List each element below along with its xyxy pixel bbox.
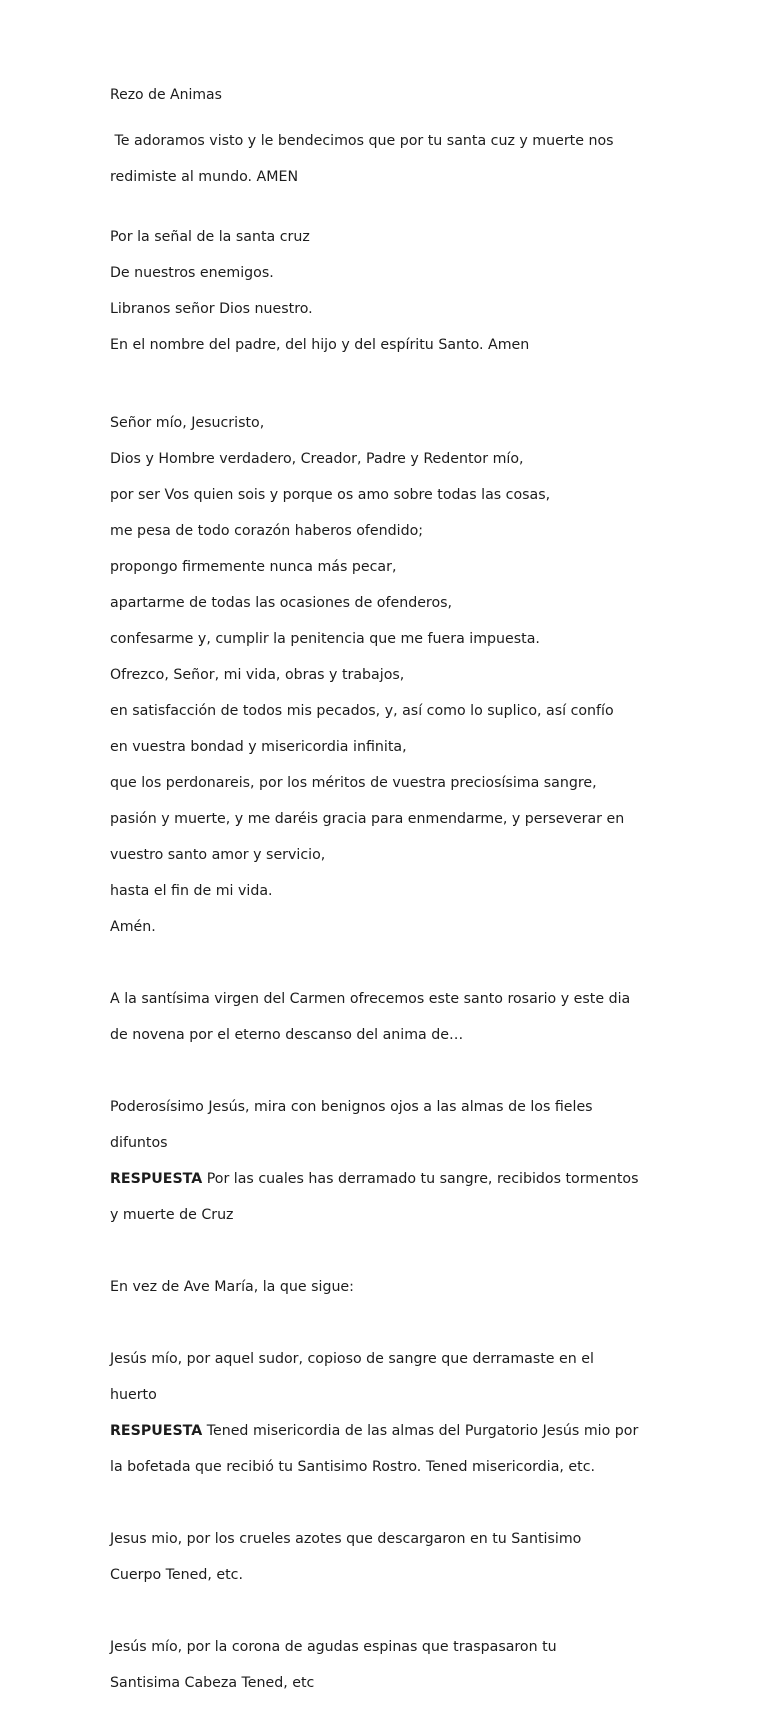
en-vez-paragraph — [110, 1260, 670, 1314]
acto-line: me pesa de todo corazón haberos ofendido; — [110, 523, 424, 539]
sudor-line: Jesús mío, por aquel sudor, copioso de sangre que derramaste en el — [110, 1351, 594, 1367]
acto-line: Dios y Hombre verdadero, Creador, Padre y Redentor mío, — [110, 451, 524, 467]
acto-line: confesarme y, cumplir la penitencia que me fuera impuesta. — [110, 631, 540, 647]
sudor-paragraph — [110, 1332, 670, 1494]
en-vez-line: En vez de Ave María, la que sigue: — [110, 1279, 354, 1295]
poderosisimo-paragraph — [110, 1080, 670, 1242]
document-page — [110, 86, 670, 1710]
acto-contricion-paragraph — [110, 396, 670, 954]
ofrecimiento-line: de novena por el eterno descanso del anima de… — [110, 1027, 464, 1043]
acto-line: que los perdonareis, por los méritos de vuestra preciosísima sangre, — [110, 775, 597, 791]
respuesta-label: RESPUESTA — [110, 1171, 203, 1187]
senal-paragraph — [110, 210, 670, 372]
poderosisimo-line: difuntos — [110, 1135, 168, 1151]
sudor-response-cont: la bofetada que recibió tu Santisimo Rostro. Tened misericordia, etc. — [110, 1459, 596, 1475]
document-title: Rezo de Animas — [110, 87, 222, 103]
corona-line: Jesús mío, por la corona de agudas espinas que traspasaron tu — [110, 1639, 557, 1655]
respuesta-text: Por las cuales has derramado tu sangre, recibidos tormentos — [202, 1171, 639, 1187]
opening-line: redimiste al mundo. AMEN — [110, 169, 299, 185]
respuesta-label: RESPUESTA — [110, 1423, 203, 1439]
acto-line: en vuestra bondad y misericordia infinita, — [110, 739, 407, 755]
opening-line: Te adoramos visto y le bendecimos que por tu santa cuz y muerte nos — [110, 133, 614, 149]
poderosisimo-line: Poderosísimo Jesús, mira con benignos ojos a las almas de los fieles — [110, 1099, 593, 1115]
poderosisimo-response-cont: y muerte de Cruz — [110, 1207, 234, 1223]
azotes-line: Jesus mio, por los crueles azotes que descargaron en tu Santisimo — [110, 1531, 582, 1547]
senal-line: De nuestros enemigos. — [110, 265, 274, 281]
acto-line: apartarme de todas las ocasiones de ofenderos, — [110, 595, 453, 611]
ofrecimiento-line: A la santísima virgen del Carmen ofrecemos este santo rosario y este dia — [110, 991, 631, 1007]
acto-line: hasta el fin de mi vida. — [110, 883, 273, 899]
acto-line: Señor mío, Jesucristo, — [110, 415, 265, 431]
azotes-line: Cuerpo Tened, etc. — [110, 1567, 243, 1583]
senal-line: En el nombre del padre, del hijo y del espíritu Santo. Amen — [110, 337, 530, 353]
acto-line: en satisfacción de todos mis pecados, y, así como lo suplico, así confío — [110, 703, 614, 719]
acto-line: vuestro santo amor y servicio, — [110, 847, 326, 863]
ofrecimiento-paragraph — [110, 972, 670, 1062]
opening-paragraph — [110, 114, 670, 204]
poderosisimo-response — [110, 1170, 670, 1188]
acto-line: pasión y muerte, y me daréis gracia para enmendarme, y perseverar en — [110, 811, 625, 827]
corona-line: Santisima Cabeza Tened, etc — [110, 1675, 315, 1691]
sudor-line: huerto — [110, 1387, 157, 1403]
corona-paragraph — [110, 1620, 670, 1710]
acto-line: propongo firmemente nunca más pecar, — [110, 559, 397, 575]
senal-line: Libranos señor Dios nuestro. — [110, 301, 313, 317]
sudor-response — [110, 1422, 670, 1440]
acto-line: Amén. — [110, 919, 156, 935]
azotes-paragraph — [110, 1512, 670, 1602]
senal-line: Por la señal de la santa cruz — [110, 229, 310, 245]
acto-line: por ser Vos quien sois y porque os amo sobre todas las cosas, — [110, 487, 551, 503]
respuesta-text: Tened misericordia de las almas del Purgatorio Jesús mio por — [202, 1423, 639, 1439]
acto-line: Ofrezco, Señor, mi vida, obras y trabajos, — [110, 667, 405, 683]
